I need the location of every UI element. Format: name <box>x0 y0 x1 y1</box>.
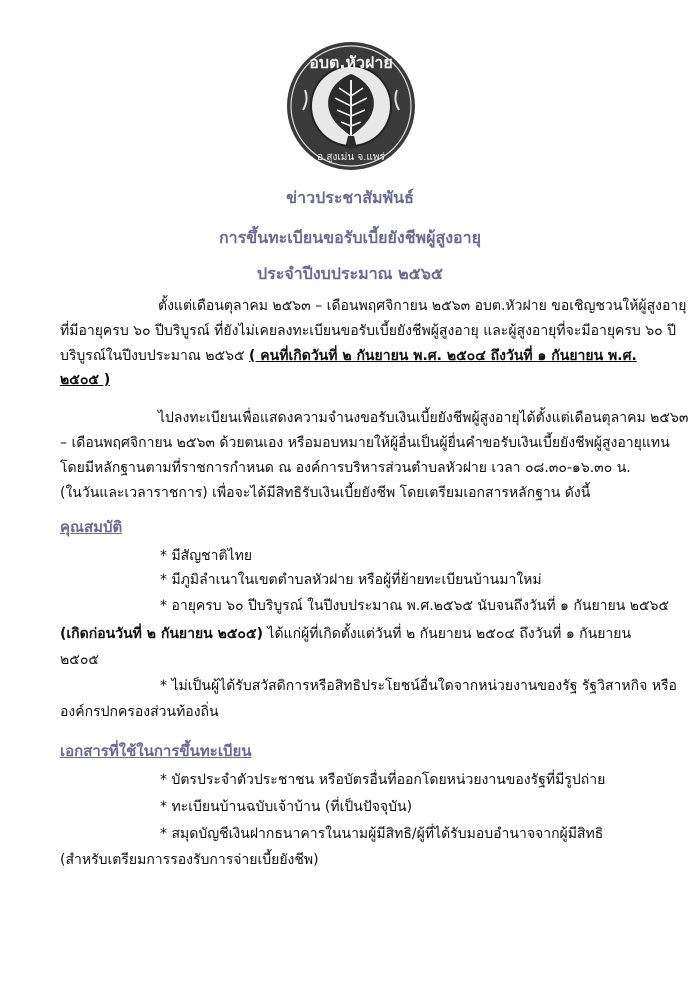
section-qualifications-title: คุณสมบัติ <box>60 518 123 536</box>
birth-range-underlined: ( คนที่เกิดวันที่ ๒ กันยายน พ.ศ. ๒๕๐๔ ถึงวันที่ ๑ กันยายน พ.ศ. <box>249 348 637 364</box>
para2-line-2: – เดือนพฤศจิกายน ๒๕๖๓ ด้วยตนเอง หรือมอบหมายให้ผู้อื่นเป็นผู้ยื่นคำขอรับเงินเบี้ยยังชีพผู้สูงอายุแทน <box>60 435 670 451</box>
intro-line-3-text: บริบูรณ์ในปีงบประมาณ ๒๕๖๕ <box>60 348 250 364</box>
intro-line-4: ๒๕๐๕ ) <box>60 372 111 388</box>
qualification-item: * มีสัญชาติไทย <box>160 548 253 564</box>
document-item: * บัตรประจำตัวประชาชน หรือบัตรอื่นที่ออกโดยหน่วยงานของรัฐที่มีรูปถ่าย <box>160 772 606 788</box>
intro-line-3 <box>60 346 660 366</box>
qualification-item: * ไม่เป็นผู้ได้รับสวัสดิการหรือสิทธิประโยชน์อื่นใดจากหน่วยงานของรัฐ รัฐวิสาหกิจ หรือ <box>160 678 677 694</box>
para2-line-4: (ในวันและเวลาราชการ) เพื่อจะได้มีสิทธิรับเงินเบี้ยยังชีพ โดยเตรียมเอกสารหลักฐาน ดังนี้ <box>60 485 591 501</box>
heading-fiscal-year: ประจำปีงบประมาณ ๒๕๖๕ <box>256 264 444 283</box>
bodhi-leaf-seal-icon <box>285 40 417 172</box>
heading-registration: การขึ้นทะเบียนขอรับเบี้ยยังชีพผู้สูงอายุ <box>218 228 482 247</box>
organization-seal <box>285 40 417 172</box>
birth-before-date: (เกิดก่อนวันที่ ๒ กันยายน ๒๕๐๕) <box>60 626 263 642</box>
document-item: * ทะเบียนบ้านฉบับเจ้าบ้าน (ที่เป็นปัจจุบัน) <box>160 799 413 815</box>
qualification-item-continued: องค์กรปกครองส่วนท้องถิ่น <box>60 704 219 720</box>
heading-news: ข่าวประชาสัมพันธ์ <box>286 188 414 207</box>
qualification-item: * มีภูมิลำเนาในเขตตำบลหัวฝาย หรือผู้ที่ย้ายทะเบียนบ้านมาใหม่ <box>160 572 542 588</box>
birth-range-text: ได้แก่ผู้ที่เกิดตั้งแต่วันที่ ๒ กันยายน ๒๕๐๔ ถึงวันที่ ๑ กันยายน <box>262 626 632 642</box>
qualification-item: * อายุครบ ๖๐ ปีบริบูรณ์ ในปีงบประมาณ พ.ศ.๒๕๖๕ นับจนถึงวันที่ ๑ กันยายน ๒๕๖๕ <box>160 598 670 614</box>
qualification-year: ๒๕๐๕ <box>60 652 99 668</box>
qualification-item-continued <box>60 624 631 644</box>
document-item-continued: (สำหรับเตรียมการรองรับการจ่ายเบี้ยยังชีพ) <box>60 852 319 868</box>
section-documents-title: เอกสารที่ใช้ในการขึ้นทะเบียน <box>60 742 252 760</box>
document-item: * สมุดบัญชีเงินฝากธนาคารในนามผู้มีสิทธิ/ผู้ที่ได้รับมอบอำนาจจากผู้มีสิทธิ <box>160 826 604 842</box>
intro-line-1: ตั้งแต่เดือนตุลาคม ๒๕๖๓ – เดือนพฤศจิกายน ๒๕๖๓ อบต.หัวฝาย ขอเชิญชวนให้ผู้สูงอายุ <box>158 298 687 314</box>
para2-line-3: โดยมีหลักฐานตามที่ราชการกำหนด ณ องค์การบริหารส่วนตำบลหัวฝาย เวลา ๐๘.๓๐-๑๖.๓๐ น. <box>60 460 631 476</box>
intro-line-2: ที่มีอายุครบ ๖๐ ปีบริบูรณ์ ที่ยังไม่เคยลงทะเบียนขอรับเบี้ยยังชีพผู้สูงอายุ และผู้สูงอายุที่จะมีอายุครบ ๖๐ ปี <box>60 323 677 339</box>
para2-line-1: ไปลงทะเบียนเพื่อแสดงความจำนงขอรับเงินเบี้ยยังชีพผู้สูงอายุได้ตั้งแต่เดือนตุลาคม ๒๕๖๓ <box>158 410 689 426</box>
seal-bottom-text: อ.สูงเม่น จ.แพร่ <box>317 152 385 163</box>
seal-top-text: อบต.หัวฝาย <box>309 53 393 72</box>
